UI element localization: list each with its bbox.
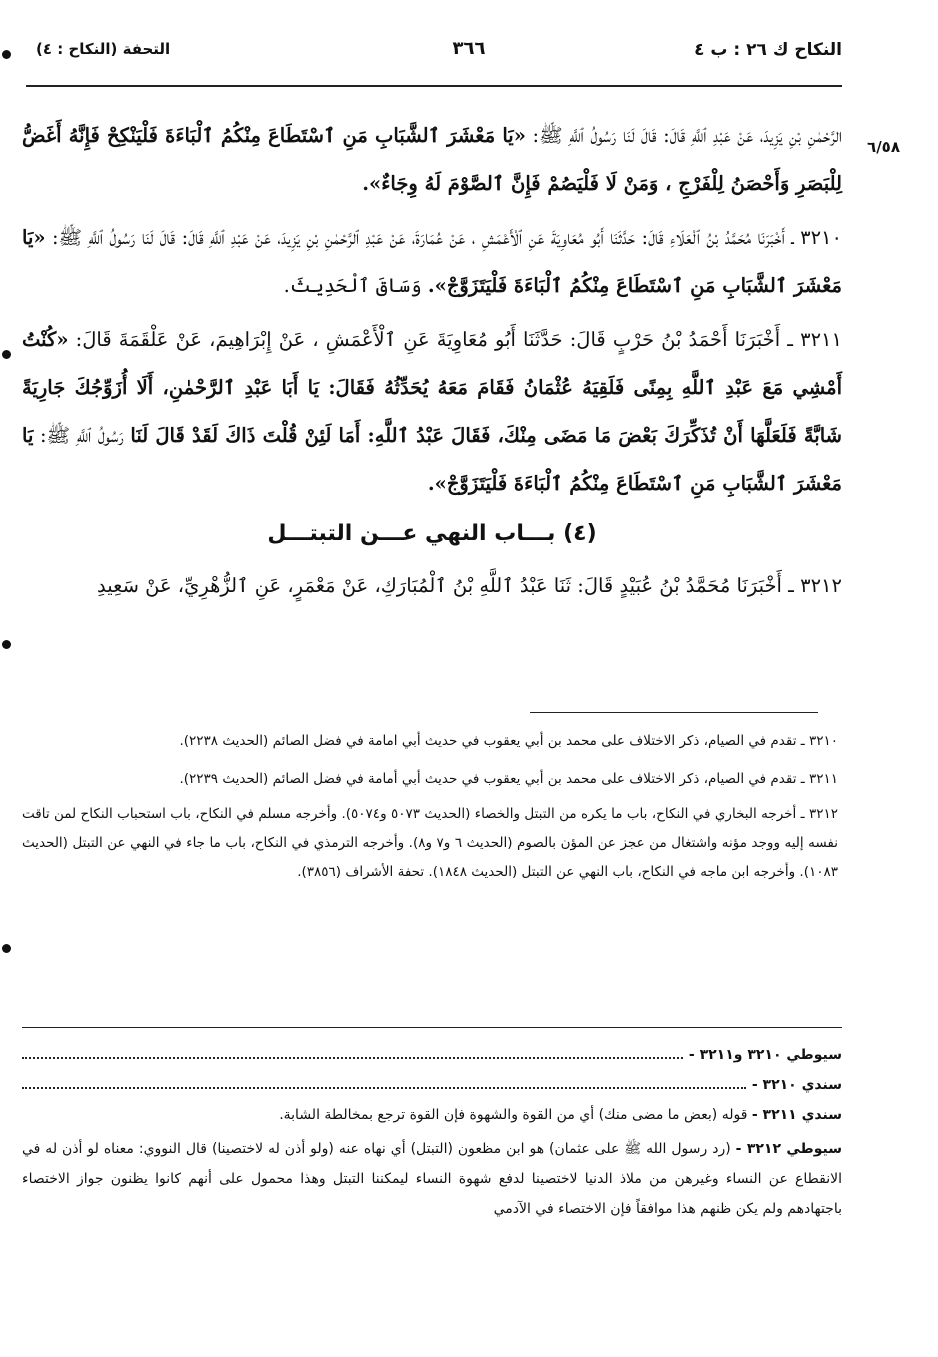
isnad-text: الرَّحْمٰنِ بْنِ يَزِيدَ، عَنْ عَبْدِ ٱللَّهِ قَالَ: قَالَ لَنَا رَسُولُ ٱللَّهِ ﷺ: (525, 124, 843, 147)
hadith-tail: رَسُولُ ٱللَّهِ ﷺ: (33, 424, 131, 447)
running-header-chapter: النكاح ك ٢٦ : ب ٤ (694, 40, 842, 60)
commentary-line (22, 1040, 842, 1070)
margin-dot (2, 944, 11, 953)
isnad-text: ٣٢١٢ ـ أَخْبَرَنَا مُحَمَّدُ بْنُ عُبَيْدٍ قَالَ: ثَنَا عَبْدُ ٱللَّهِ بْنُ ٱلْمُبَارَكِ، عَنْ مَعْمَرٍ، عَنِ ٱلزُّهْرِيِّ، عَنْ سَعِيدِ (97, 574, 842, 597)
hadith-tail: وَسَاقَ ٱلْحَدِيثَ. (283, 274, 428, 297)
footnote-separator (530, 712, 818, 713)
commentary-label: سندي ٣٢١٠ - (751, 1077, 842, 1093)
hadith-3210 (22, 214, 842, 310)
hadith-3212 (22, 562, 842, 610)
page-number: ٣٦٦ (452, 38, 486, 59)
chapter-title: (٤) بـــاب النهي عـــن التبتـــل (267, 521, 597, 546)
footnote-3211: ٣٢١١ ـ تقدم في الصيام، ذكر الاختلاف على محمد بن أبي يعقوب في حديث أبي أمامة في فضل الصائم (الحديث ٢٢٣٩). (179, 771, 838, 787)
running-header-tuhfa: التحفة (النكاح : ٤) (36, 40, 171, 58)
dotted-leader (22, 1087, 746, 1089)
commentary-line (22, 1070, 842, 1100)
isnad-text: ٣٢١٠ ـ أَخْبَرَنَا مُحَمَّدُ بْنُ ٱلْعَلَاءِ قَالَ: حَدَّثَنَا أَبُو مُعَاوِيَةَ عَنِ ٱلْأَعْمَشِ ، عَنْ عُمَارَةَ، عَنْ عَبْدِ ٱلرَّحْمٰنِ بْنِ يَزِيدَ، عَنْ عَبْدِ ٱللَّهِ قَالَ: قَالَ لَنَا رَسُولُ ٱللَّهِ ﷺ: (45, 226, 842, 249)
commentary-label: سيوطي ٣٢١٢ - (735, 1141, 843, 1157)
hadith-3211 (22, 316, 842, 508)
commentary (22, 1040, 842, 1224)
hadith-quote: «يَا مَعْشَرَ ٱلشَّبَابِ مَنِ ٱسْتَطَاعَ مِنْكُمُ ٱلْبَاءَةَ فَلْيَتَزَوَّجْ». (22, 226, 842, 297)
header-rule (26, 85, 842, 87)
main-text (22, 112, 842, 616)
commentary-line (22, 1134, 842, 1224)
commentary-text: قوله (بعض ما مضى منك) أي من القوة والشهوة فإن القوة ترجع بمخالطة الشابة. (279, 1107, 752, 1123)
footnote-3212: ٣٢١٢ ـ أخرجه البخاري في النكاح، باب ما يكره من التبتل والخصاء (الحديث ٥٠٧٣ و٥٠٧٤). وأخرجه مسلم في النكاح، باب استحباب النكاح لمن تاقت نفسه إليه ووجد مؤنه واشتغال من عجز عن المؤن بالصوم (الحديث ٦ و٧ و٨). وأخرجه الترمذي في النكاح، باب ما جاء في النهي عن التبتل (الحديث ١٠٨٣). وأخرجه ابن ماجه في النكاح، باب النهي عن التبتل (الحديث ١٨٤٨). تحفة الأشراف (٣٨٥٦). (22, 806, 839, 880)
commentary-text: (رد رسول الله ﷺ على عثمان) هو ابن مظعون (التبتل) أي نهاه عنه (ولو أذن له لاختصينا) قال النووي: معناه لو أذن له في الانقطاع عن النساء وغيرهن من ملاذ الدنيا لاختصينا لدفع شهوة النساء ليمكننا التبتل وهذا محمول على أنهم كانوا يظنون جواز الاختصاء باجتهادهم ولم يكن ظنهم هذا موافقاً فإن الاختصاء في الآدمي (22, 1141, 842, 1217)
hadith-quote: «يَا مَعْشَرَ ٱلشَّبَابِ مَنِ ٱسْتَطَاعَ مِنْكُمُ ٱلْبَاءَةَ فَلْيَنْكِحْ فَإِنَّهُ أَغَضُّ لِلْبَصَرِ وَأَحْصَنُ لِلْفَرْجِ ، وَمَنْ لَا فَلْيَصُمْ فَإِنَّ ٱلصَّوْمَ لَهُ وِجَاءٌ». (22, 124, 842, 195)
commentary-label: سندي ٣٢١١ - (751, 1107, 842, 1123)
margin-reference: ٦/٥٨ (867, 138, 900, 156)
isnad-text: ٣٢١١ ـ أَخْبَرَنَا أَحْمَدُ بْنُ حَرْبٍ قَالَ: حَدَّثَنَا أَبُو مُعَاوِيَةَ عَنِ ٱلْأَعْمَشِ ، عَنْ إِبْرَاهِيمَ، عَنْ عَلْقَمَةَ قَالَ: (68, 328, 842, 351)
footnote-3210: ٣٢١٠ ـ تقدم في الصيام، ذكر الاختلاف على محمد بن أبي يعقوب في حديث أبي امامة في فضل الصائم (الحديث ٢٢٣٨). (179, 733, 838, 749)
hadith-quote-end: يَا مَعْشَرَ ٱلشَّبَابِ مَنِ ٱسْتَطَاعَ مِنْكُمُ ٱلْبَاءَةَ فَلْيَتَزَوَّجْ». (22, 424, 842, 495)
hadith-quote: «كُنْتُ أَمْشِي مَعَ عَبْدِ ٱللَّهِ بِمِنًى فَلَقِيَهُ عُثْمَانُ فَقَامَ مَعَهُ يُحَدِّثُهُ فَقَالَ: يَا أَبَا عَبْدِ ٱلرَّحْمٰنِ، أَلَا أُزَوِّجُكَ جَارِيَةً شَابَّةً فَلَعَلَّهَا أَنْ تُذَكِّرَكَ بَعْضَ مَا مَضَى مِنْكَ، فَقَالَ عَبْدُ ٱللَّهِ: أَمَا لَئِنْ قُلْتَ ذَاكَ لَقَدْ قَالَ لَنَا (22, 328, 842, 447)
commentary-label: سيوطي ٣٢١٠ و٣٢١١ - (688, 1047, 842, 1063)
commentary-separator (22, 1027, 842, 1028)
commentary-line (22, 1100, 842, 1130)
margin-dot (2, 50, 11, 59)
margin-dot (2, 640, 11, 649)
margin-dot (2, 350, 11, 359)
dotted-leader (22, 1057, 683, 1059)
hadith-paragraph-continued (22, 112, 842, 208)
footnotes (22, 724, 838, 891)
